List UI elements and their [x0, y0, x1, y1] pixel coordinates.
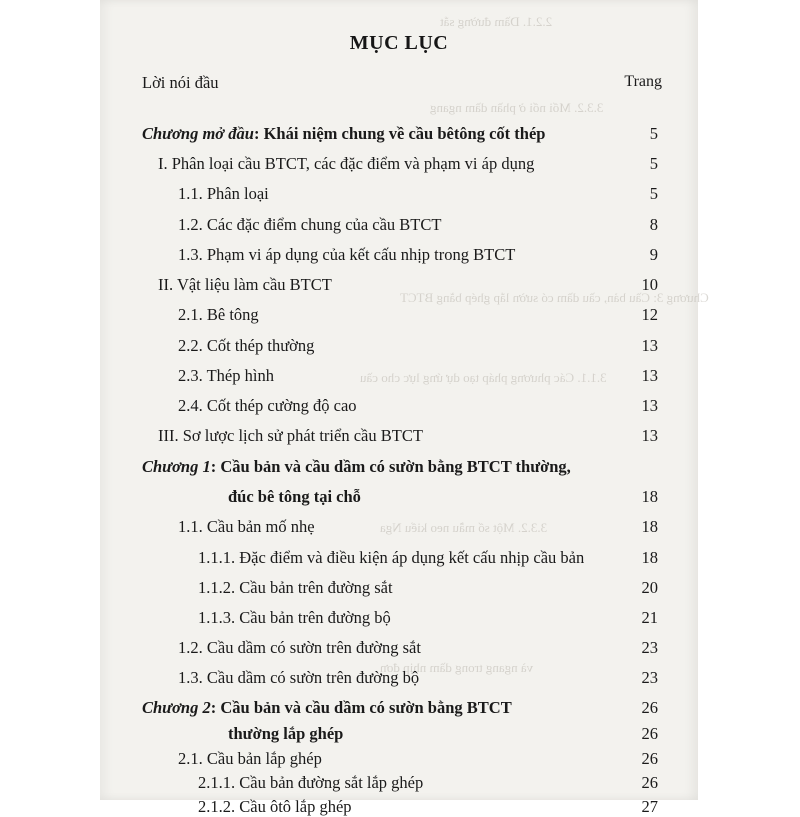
bleed-through-text: và ngang trong dầm nhịp đơn: [380, 660, 534, 675]
chapter-title: : Cầu bản và cầu dầm có sườn bằng BTCT: [210, 698, 512, 717]
page-number: 13: [641, 426, 658, 445]
subsection-title: 2.2. Cốt thép thường: [178, 336, 315, 355]
subsubsection-title: 2.1.2. Cầu ôtô lắp ghép: [198, 797, 352, 816]
section-title: I. Phân loại cầu BTCT, các đặc điểm và phạm vi áp dụng: [158, 154, 535, 173]
page-number: 26: [641, 698, 658, 717]
subsection-title: 2.1. Cầu bản lắp ghép: [178, 749, 322, 768]
page-number: 12: [641, 305, 658, 324]
page-number: 23: [641, 638, 658, 657]
section-title: III. Sơ lược lịch sử phát triển cầu BTCT: [158, 426, 423, 445]
subsubsection-title: 1.1.2. Cầu bản trên đường sắt: [198, 578, 393, 597]
page-number: 13: [641, 396, 658, 415]
page-number: 9: [649, 245, 658, 264]
page-number: 5: [649, 184, 658, 203]
subsection-title: 1.3. Phạm vi áp dụng của kết cấu nhịp trong BTCT: [178, 245, 516, 264]
subsection-title: 1.1. Phân loại: [178, 184, 269, 203]
bleed-through-text: Chương 3: Cầu bản, cầu dầm có sườn lắp ghép bằng BTCT: [400, 290, 709, 305]
section-title: II. Vật liệu làm cầu BTCT: [158, 275, 332, 294]
page-number: 18: [641, 487, 658, 506]
book-page: [100, 0, 709, 816]
subsection-title: 1.2. Các đặc điểm chung của cầu BTCT: [178, 215, 442, 234]
subsection-title: 2.1. Bê tông: [178, 305, 259, 324]
chapter-title: : Cầu bản và cầu dầm có sườn bằng BTCT thường,: [210, 457, 571, 476]
page-number: 20: [641, 578, 658, 597]
subsection-title: 2.3. Thép hình: [178, 366, 274, 385]
subsection-title: 1.1. Cầu bản mố nhẹ: [178, 517, 315, 536]
subsubsection-title: 2.1.1. Cầu bản đường sắt lắp ghép: [198, 773, 424, 792]
subsection-title: 1.3. Cầu dầm có sườn trên đường bộ: [178, 668, 420, 687]
page-number: 18: [641, 517, 658, 536]
subsubsection-title: 1.1.3. Cầu bản trên đường bộ: [198, 608, 391, 627]
bleed-through-text: 3.3.2. Một số mẫu neo kiểu Nga: [380, 520, 548, 535]
page-number: 23: [641, 668, 658, 687]
bleed-through-text: 3.3.2. Mối nối ở phần dầm ngang: [430, 100, 604, 115]
page-number: 26: [641, 749, 658, 768]
page-title: MỤC LỤC: [349, 32, 449, 54]
subsubsection-title: 1.1.1. Đặc điểm và điều kiện áp dụng kết cấu nhịp cầu bản: [198, 548, 585, 567]
subsection-title: 1.2. Cầu dầm có sườn trên đường sắt: [178, 638, 421, 657]
chapter-title-continued: thường lắp ghép: [228, 724, 344, 743]
page-number: 21: [641, 608, 658, 627]
page-number: 5: [649, 124, 658, 143]
preface-label: Lời nói đầu: [142, 73, 219, 92]
page-number: 18: [641, 548, 658, 567]
chapter-title-continued: đúc bê tông tại chỗ: [228, 487, 361, 506]
chapter-title: : Khái niệm chung về cầu bêtông cốt thép: [253, 124, 546, 143]
page-number: 26: [641, 724, 658, 743]
page-number: 8: [649, 215, 658, 234]
preface-row: [142, 73, 662, 95]
page-number: 13: [641, 366, 658, 385]
chapter-label: Chương mở đầu: [142, 124, 254, 143]
page-number: 27: [641, 797, 658, 816]
chapter-label: Chương 2: [142, 698, 211, 717]
bleed-through-text: 3.1.1. Các phương pháp tạo dự ứng lực cho cầu: [360, 370, 607, 385]
page-number: 13: [641, 336, 658, 355]
page-number: 26: [641, 773, 658, 792]
subsection-title: 2.4. Cốt thép cường độ cao: [178, 396, 357, 415]
bleed-through-text: 2.2.1. Dầm đường sắt: [440, 14, 553, 29]
page-number: 5: [649, 154, 658, 173]
chapter-label: Chương 1: [142, 457, 211, 476]
page-column-header: Trang: [624, 73, 662, 90]
page-number: 10: [641, 275, 658, 294]
